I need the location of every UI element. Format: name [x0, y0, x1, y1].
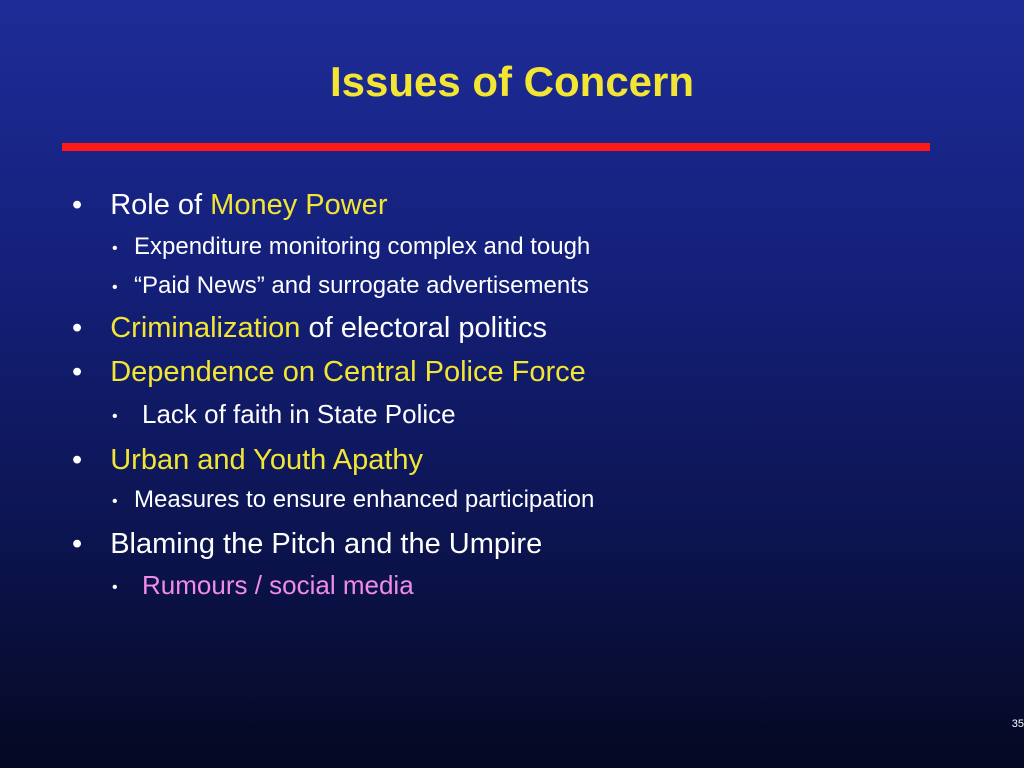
bullet-text-prefix: Role of — [110, 189, 211, 221]
bullet-dot: • — [72, 189, 83, 221]
bullet-text: Dependence on Central Police Force — [110, 356, 586, 388]
sub-bullet-dot: • — [112, 408, 118, 425]
bullet-text: Urban and Youth Apathy — [110, 444, 424, 476]
bullet-text-highlight: Money Power — [210, 189, 388, 221]
bullet-criminalization — [72, 311, 547, 345]
bullet-dot: • — [72, 356, 83, 388]
sub-bullet-lack-of-faith — [112, 400, 456, 428]
sub-bullet-text: Measures to ensure enhanced participation — [134, 486, 595, 513]
bullet-dot: • — [72, 528, 83, 560]
bullet-blaming-pitch-umpire — [72, 527, 542, 561]
slide-title: Issues of Concern — [329, 58, 695, 105]
sub-bullet-text: Expenditure monitoring complex and tough — [134, 233, 591, 260]
sub-bullet-dot: • — [112, 279, 118, 296]
sub-bullet-text: “Paid News” and surrogate advertisements — [134, 272, 589, 299]
bullet-text-highlight: Criminalization — [110, 312, 301, 344]
page-number: 35 — [1011, 718, 1024, 730]
bullet-role-of-money-power — [72, 188, 387, 222]
sub-bullet-text: Rumours / social media — [142, 570, 414, 600]
sub-bullet-measures — [112, 486, 594, 514]
sub-bullet-dot: • — [112, 240, 118, 257]
bullet-text-suffix: of electoral politics — [300, 312, 548, 344]
bullet-dot: • — [72, 444, 83, 476]
sub-bullet-rumours — [112, 571, 414, 599]
sub-bullet-dot: • — [112, 493, 118, 510]
sub-bullet-text: Lack of faith in State Police — [142, 399, 456, 429]
sub-bullet-dot: • — [112, 579, 118, 596]
title-rule — [62, 143, 930, 151]
bullet-text: Blaming the Pitch and the Umpire — [110, 528, 543, 560]
bullet-urban-youth-apathy — [72, 443, 423, 477]
bullet-dependence-central-police — [72, 355, 586, 389]
sub-bullet-paid-news — [112, 272, 589, 300]
sub-bullet-expenditure — [112, 233, 590, 261]
bullet-dot: • — [72, 312, 83, 344]
